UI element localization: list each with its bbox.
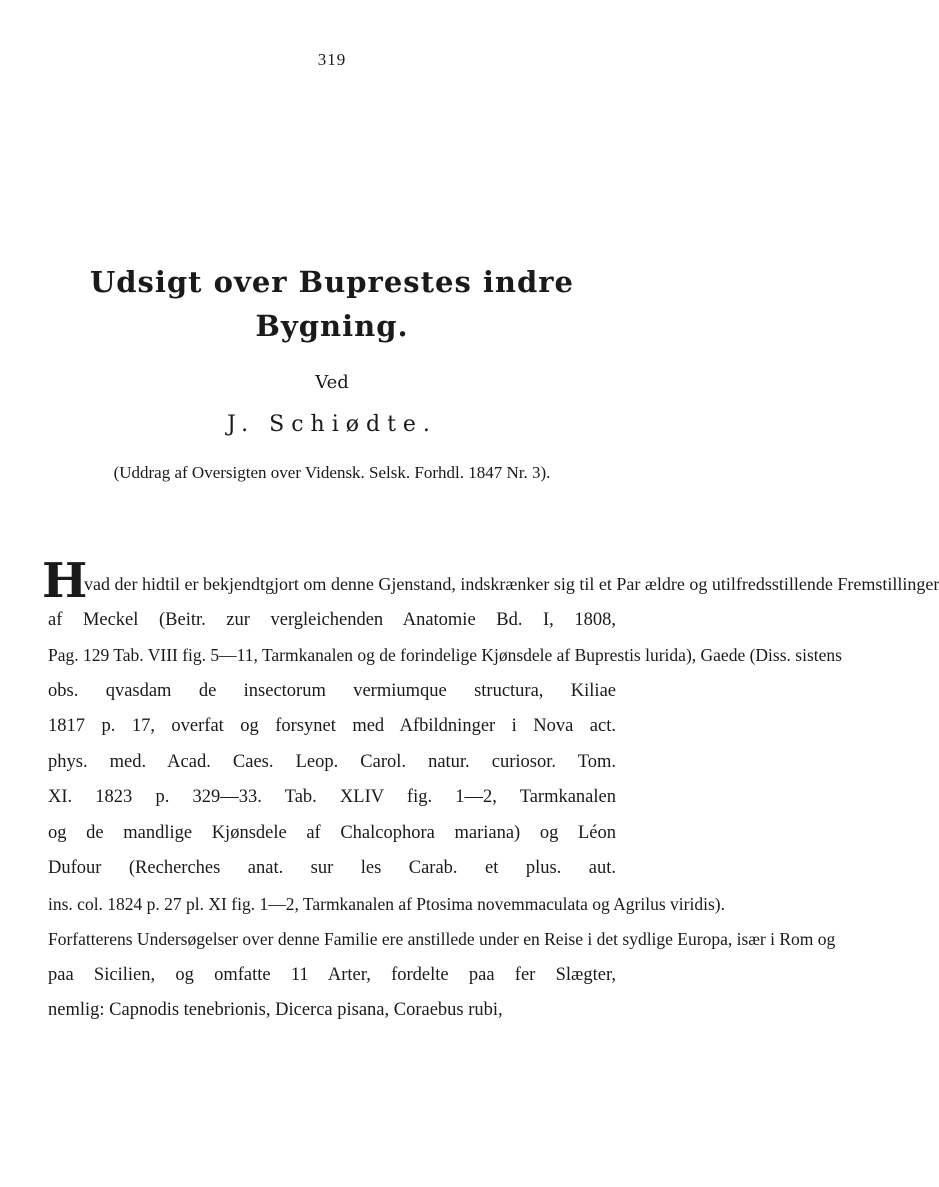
text-line: og de mandlige Kjønsdele af Chalcophora mariana) og Léon: [48, 822, 616, 843]
byline: Ved: [315, 372, 349, 393]
text-line: Pag. 129 Tab. VIII fig. 5—11, Tarmkanalen og de forindelige Kjønsdele af Buprestis lurida), Gaede (Diss. sistens: [48, 645, 842, 665]
body-paragraph: [42, 553, 939, 1029]
text-line: phys. med. Acad. Caes. Leop. Carol. natur. curiosor. Tom.: [48, 751, 616, 772]
text-line: 1817 p. 17, overfat og forsynet med Afbildninger i Nova act.: [48, 716, 616, 736]
drop-cap: H: [42, 553, 88, 609]
text-line: af Meckel (Beitr. zur vergleichenden Anatomie Bd. I, 1808,: [48, 609, 616, 630]
text-line: Dufour (Recherches anat. sur les Carab. et plus. aut.: [48, 858, 616, 878]
author-name: J. Schiødte.: [227, 412, 437, 437]
article-title-line-2: Bygning.: [255, 309, 409, 343]
text-line: vad der hidtil er bekjendtgjort om denne Gjenstand, indskrænker sig til et Par ældre og utilfredsstillende Fremstillinger: [84, 574, 939, 594]
source-citation: (Uddrag af Oversigten over Vidensk. Selsk. Forhdl. 1847 Nr. 3).: [113, 463, 551, 482]
text-line: obs. qvasdam de insectorum vermiumque structura, Kiliae: [48, 680, 616, 701]
text-line: ins. col. 1824 p. 27 pl. XI fig. 1—2, Tarmkanalen af Ptosima novemmaculata og Agrilus viridis).: [48, 893, 725, 914]
page-number: 319: [317, 50, 347, 69]
text-line: XI. 1823 p. 329—33. Tab. XLIV fig. 1—2, Tarmkanalen: [48, 787, 616, 807]
text-line: nemlig: Capnodis tenebrionis, Dicerca pisana, Coraebus rubi,: [48, 1000, 503, 1020]
text-line: paa Sicilien, og omfatte 11 Arter, fordelte paa fer Slægter,: [48, 964, 616, 985]
text-line: Forfatterens Undersøgelser over denne Familie ere anstillede under en Reise i det sydlige Europa, især i Rom og: [48, 929, 836, 949]
article-title-line-1: Udsigt over Buprestes indre: [89, 265, 574, 299]
